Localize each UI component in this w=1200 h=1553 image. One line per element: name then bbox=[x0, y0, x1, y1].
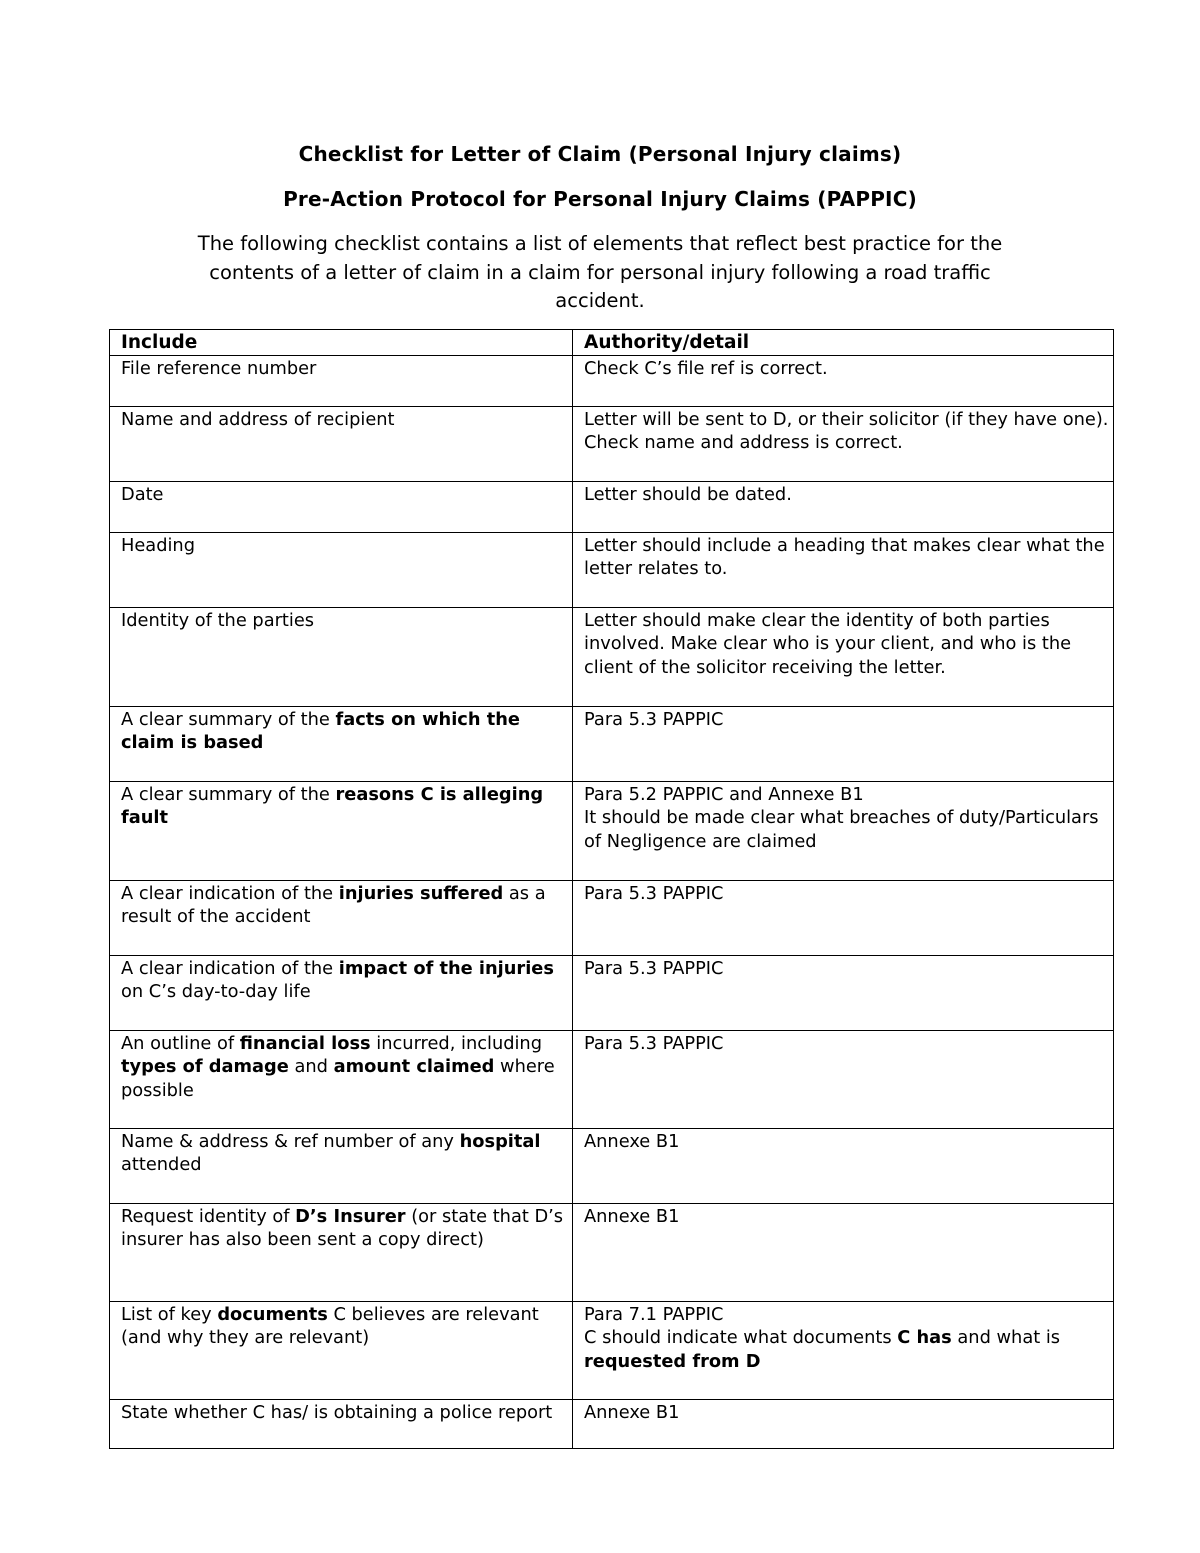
include-cell bbox=[110, 706, 573, 781]
detail-text bbox=[584, 534, 1109, 581]
emphasis-text: financial loss bbox=[239, 1032, 371, 1054]
cell-text-run: An outline of bbox=[121, 1032, 240, 1054]
include-cell bbox=[110, 355, 573, 406]
emphasis-text: documents bbox=[217, 1303, 328, 1325]
table-row bbox=[110, 355, 1114, 406]
cell-text-run: Para 5.3 PAPPIC bbox=[584, 957, 724, 979]
emphasis-text: hospital bbox=[459, 1130, 541, 1152]
cell-text-run: File reference number bbox=[121, 357, 317, 379]
detail-text bbox=[584, 1130, 1109, 1154]
include-text bbox=[121, 883, 546, 928]
detail-text bbox=[584, 957, 1109, 981]
table-row bbox=[110, 406, 1114, 481]
cell-text-run: C should indicate what documents bbox=[584, 1327, 898, 1349]
detail-text bbox=[584, 708, 1109, 732]
emphasis-text: amount claimed bbox=[333, 1056, 495, 1078]
page-subtitle: Pre-Action Protocol for Personal Injury Claims (PAPPIC) bbox=[283, 187, 917, 211]
cell-text-run: Letter should be dated. bbox=[584, 483, 792, 505]
detail-text bbox=[584, 1303, 1109, 1327]
include-cell bbox=[110, 781, 573, 880]
detail-text bbox=[584, 1326, 1109, 1373]
table-body bbox=[110, 355, 1114, 1448]
table-row bbox=[110, 955, 1114, 1030]
emphasis-text: types of damage bbox=[121, 1056, 289, 1078]
detail-text bbox=[584, 357, 1109, 381]
cell-text-run: State whether C has/ is obtaining a police report bbox=[121, 1401, 553, 1423]
include-text bbox=[121, 610, 314, 631]
cell-text-run: and what is bbox=[951, 1327, 1061, 1349]
emphasis-text: reasons C is alleging fault bbox=[121, 783, 544, 829]
detail-cell bbox=[573, 955, 1114, 1030]
table-row bbox=[110, 1030, 1114, 1128]
include-text bbox=[121, 484, 164, 505]
include-cell bbox=[110, 955, 573, 1030]
detail-cell bbox=[573, 1030, 1114, 1128]
table-row bbox=[110, 1301, 1114, 1399]
include-cell bbox=[110, 1301, 573, 1399]
include-cell bbox=[110, 1128, 573, 1203]
include-text bbox=[121, 784, 543, 829]
include-cell bbox=[110, 406, 573, 481]
detail-text bbox=[584, 1401, 1109, 1425]
table-row bbox=[110, 781, 1114, 880]
column-header-include: Include bbox=[110, 330, 573, 356]
detail-cell bbox=[573, 1399, 1114, 1448]
cell-text-run: Date bbox=[121, 483, 164, 505]
emphasis-text: C has bbox=[897, 1327, 952, 1349]
cell-text-run: on C’s day-to-day life bbox=[121, 981, 311, 1003]
emphasis-text: impact of the injuries bbox=[338, 957, 554, 979]
column-header-detail: Authority/detail bbox=[573, 330, 1114, 356]
cell-text-run: It should be made clear what breaches of duty/Particulars of Negligence are claimed bbox=[584, 807, 1099, 852]
detail-text bbox=[584, 882, 1109, 906]
include-text bbox=[121, 1206, 563, 1251]
detail-text bbox=[584, 1032, 1109, 1056]
detail-text bbox=[584, 483, 1109, 507]
detail-text bbox=[584, 783, 1109, 807]
cell-text-run: where possible bbox=[121, 1056, 555, 1101]
include-cell bbox=[110, 1030, 573, 1128]
cell-text-run: Check C’s file ref is correct. bbox=[584, 357, 828, 379]
include-text bbox=[121, 1033, 555, 1101]
intro-line: The following checklist contains a list of elements that reflect best practice for the bbox=[197, 232, 1003, 255]
include-cell bbox=[110, 532, 573, 607]
cell-text-run: Identity of the parties bbox=[121, 609, 315, 631]
include-text bbox=[121, 1304, 539, 1349]
cell-text-run: Letter will be sent to D, or their solicitor (if they have one). Check name and address is correct. bbox=[584, 408, 1109, 454]
include-text bbox=[121, 358, 316, 379]
cell-text-run: List of key bbox=[121, 1303, 218, 1325]
include-text bbox=[121, 409, 395, 430]
include-text bbox=[121, 1402, 552, 1423]
cell-text-run: C believes are relevant (and why they are relevant) bbox=[121, 1303, 539, 1349]
page-title: Checklist for Letter of Claim (Personal Injury claims) bbox=[298, 142, 902, 166]
detail-text bbox=[584, 806, 1109, 853]
table-row bbox=[110, 880, 1114, 955]
detail-text bbox=[584, 609, 1109, 680]
table-header-row bbox=[110, 330, 1114, 356]
intro-line: contents of a letter of claim in a claim for personal injury following a road traffic bbox=[209, 260, 991, 284]
cell-text-run: Letter should include a heading that makes clear what the letter relates to. bbox=[584, 534, 1105, 580]
detail-cell bbox=[573, 706, 1114, 781]
cell-text-run: Para 5.3 PAPPIC bbox=[584, 882, 724, 904]
cell-text-run: A clear summary of the bbox=[121, 783, 336, 805]
detail-text bbox=[584, 1205, 1109, 1229]
include-text bbox=[121, 958, 554, 1003]
emphasis-text: facts on which the claim is based bbox=[121, 708, 520, 754]
include-cell bbox=[110, 1399, 573, 1448]
table-row bbox=[110, 607, 1114, 706]
emphasis-text: D’s Insurer bbox=[295, 1205, 406, 1227]
cell-text-run: (or state that D’s insurer has also been sent a copy direct) bbox=[121, 1205, 564, 1251]
include-cell bbox=[110, 1203, 573, 1301]
cell-text-run: Annexe B1 bbox=[584, 1205, 680, 1227]
include-text bbox=[121, 535, 195, 556]
detail-cell bbox=[573, 781, 1114, 880]
cell-text-run: A clear indication of the bbox=[121, 882, 339, 904]
table-row bbox=[110, 1399, 1114, 1448]
detail-cell bbox=[573, 1203, 1114, 1301]
cell-text-run: Para 5.3 PAPPIC bbox=[584, 1032, 724, 1054]
cell-text-run: A clear indication of the bbox=[121, 957, 339, 979]
detail-cell bbox=[573, 607, 1114, 706]
table-row bbox=[110, 1128, 1114, 1203]
intro-line: accident. bbox=[555, 289, 645, 312]
detail-cell bbox=[573, 1128, 1114, 1203]
emphasis-text: injuries suffered bbox=[338, 882, 504, 904]
cell-text-run: Request identity of bbox=[121, 1205, 296, 1227]
cell-text-run: and bbox=[288, 1056, 334, 1078]
cell-text-run: incurred, including bbox=[370, 1032, 542, 1054]
emphasis-text: requested from D bbox=[584, 1350, 761, 1372]
cell-text-run: Para 7.1 PAPPIC bbox=[584, 1303, 724, 1325]
cell-text-run: Para 5.3 PAPPIC bbox=[584, 708, 724, 730]
detail-cell bbox=[573, 355, 1114, 406]
cell-text-run: Annexe B1 bbox=[584, 1130, 680, 1152]
intro-paragraph bbox=[140, 230, 1060, 316]
table-row bbox=[110, 481, 1114, 532]
detail-cell bbox=[573, 532, 1114, 607]
cell-text-run: Name & address & ref number of any bbox=[121, 1130, 460, 1152]
include-text bbox=[121, 709, 520, 754]
table-row bbox=[110, 532, 1114, 607]
checklist-table bbox=[109, 329, 1114, 1449]
cell-text-run: Para 5.2 PAPPIC and Annexe B1 bbox=[584, 783, 864, 805]
cell-text-run: as a result of the accident bbox=[121, 882, 546, 928]
table-row bbox=[110, 1203, 1114, 1301]
cell-text-run: A clear summary of the bbox=[121, 708, 336, 730]
include-cell bbox=[110, 481, 573, 532]
cell-text-run: Heading bbox=[121, 534, 195, 556]
detail-text bbox=[584, 408, 1109, 455]
detail-cell bbox=[573, 406, 1114, 481]
include-text bbox=[121, 1131, 541, 1176]
include-cell bbox=[110, 880, 573, 955]
cell-text-run: attended bbox=[121, 1154, 202, 1176]
cell-text-run: Annexe B1 bbox=[584, 1401, 680, 1423]
include-cell bbox=[110, 607, 573, 706]
table-row bbox=[110, 706, 1114, 781]
cell-text-run: Name and address of recipient bbox=[121, 408, 395, 430]
detail-cell bbox=[573, 1301, 1114, 1399]
detail-cell bbox=[573, 880, 1114, 955]
cell-text-run: Letter should make clear the identity of both parties involved. Make clear who is your client, and who is the client of the solicitor receiving the letter. bbox=[584, 609, 1072, 678]
detail-cell bbox=[573, 481, 1114, 532]
